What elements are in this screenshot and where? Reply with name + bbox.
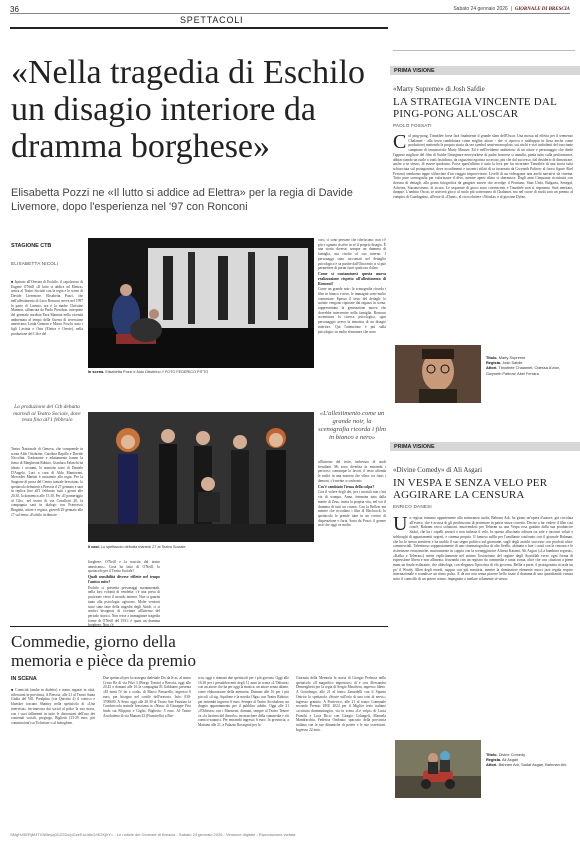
main-tag: STAGIONE CTB <box>11 243 52 249</box>
main-headline: «Nella tragedia di Eschilo un disagio interiore da dramma borghese» <box>11 54 366 165</box>
page-number: 36 <box>10 5 19 14</box>
section-rule <box>10 27 388 29</box>
caption-1: In scena. Elisabetta Pozzi e Aldo Ottobrino // FOTO FEDERICO PITTO <box>88 370 209 374</box>
divine-comedy-poster-art <box>395 740 481 798</box>
bottom-col1: ■ Comicità (anche in dialetto) e teatro ragazzi in città, riflessioni in provincia. A Brescia, alle 21 al Teatro Santa Giulia del Vill. Prealpino (via Quistini 4) il comico e bluesker toscano Shamzy nella spettacolo di «Una intervista» tra-tranvasa dai social al palco la sua storia, con i suoi fallimenti in tutte le distorsioni dell'uso dei contenuti sociali, progiogo, Biglietti (13-29 euro, più commissioni) su Ticketone o al botteghino. <box>11 688 95 725</box>
header-rule <box>10 13 570 14</box>
bottom-headline: Commedie, giorno della memoria e pièce da premio <box>11 632 197 670</box>
right-top-headline: LA STRATEGIA VINCENTE DAL PING-PONG ALL'OSCAR <box>393 96 557 120</box>
marty-poster-art <box>395 345 481 403</box>
pullquote-2: «L'allestimento come un grande noir, la scenografia ricorda i film in bianco e nero» <box>318 410 386 441</box>
caption-2: Il cast. Lo spettacolo debutta martedì 27 al Teatro Sociale <box>88 545 186 549</box>
cast-photo <box>88 412 314 542</box>
bottom-col4: Giornata della Memoria la storia di Giorgio Perlasca nello spettacolo «Il magnifico impostore» di e con Alessandro Demenghetti per la regia di Sergio Maschera, ingresso libero. A Gottolengo, alle 21 al teatro Zanardelli con il Sipario Onirico lo spettacolo «Storie sull'orlo di una crisi di nervi»; ingresso gratuito. A Pontevico, alle 21 al teatro Comunale secondo Premio UBU 2024 per il Miglior testo italiano «scrittura drammaturgica, via in scena «Le volpi» di Lucia Franchi e Luca Ricci con Giorgio Colangeli, Manuela Mandracchia, Federica Ombrato: spaccato della provincia italiana con le sue dinamiche di potere e le sue ossessioni. Ingresso 22 euro. <box>296 676 386 732</box>
pullquote-1: La produzione del Ctb debutta martedì al Teatro Sociale, dove resta fino all'1 febbraio <box>13 404 81 424</box>
page-footer: SMgHz5ERjM4TXNBeyq0GZ2Ds/pGzeEuUdhG/tK2KjhY= - Le notizie del Giornale di Brescia - Sabato 24 gennaio 2026 - Versione digitale - Riproduzione vietata <box>10 832 296 837</box>
date-text: Sabato 24 gennaio 2026 <box>453 6 508 12</box>
main-col1b: Teatro Nazionale di Genova, che comprende in scena Aldo Ottobrino, Carolina Rapillo e Davide Niccolini. Traduzione e adattamento hanno la firma di Margherita Rubino, Gianluca Falaschi ha ideato i costumi, le musiche sono di Daniele D'Angelo. Luci a cura di Aldo Mantovani, Mercedes Martini è assistente alla regia. Per la Stagione di prosa del Centro teatrale bresciano, lo spettacolo debutterà a Brescia il 27 gennaio e sarà in replica fino all'1 febbraio: tutti i giorni alle 20.30, la domenica alle 15.30. Per «Il pomeriggio al Ctb», nel teatro di via Cavallotti 20, la compagnia sarà in dialogo con Francesco Biagietti, attore e regista, giovedì 29 gennaio alle 17 sul tema: «Eschilo in dimore <box>11 447 83 517</box>
right-bottom-body: Un regista iraniano appartenente alla minoranza curda, Bahram Ark, ha girato un'opera d'autore, già circolata all'estero, che è accusa di gli proibiscono di proiettare in patria senza corretto. Decise a far vedere il film così com'è, Bahram cerca soluzioni, muovendosi per Teheran su una Vespa rosa guidata dalla sua produttrice Sadaf, che ha i capelli azzurri e non indossa il velo. In questo allucinato odissea tra sale e incontri voluti e sobborghi di appartamenti segreti, e cinema proprio. Il famoso sulfle per l'umiliante confronto con il giornale Bahman, che ha lo stesso mestiere e ha inalilo il suo segno politico sul giorname, sugli degli antichi successo con prodotti ultra-commerciali. Talentuoso sopparatamente di uno cinematografica di alto livello, abituata a fare i conti con la censura e le ristrettezze economiche, muovamente in coppia con la sceneggiatrice Alireza Katami, Ali Asgari («La bambina segreta», «Kafka a Teheran») mette esplicitamente nel mirino l'ostracismo del regime degli Ayatollah verso ogni forma di espressione libera e non allineata, frizzando con un registro da commedia e tanta ironia, oltre che con citazioni a piene mani un finale esilarante, che aldeologa, con eleganza l'ipocrisia di chi governa. Bellia a parte, il protagonista ricorda un po' il Woody Allen degli esordi, suppur con più mestizia, mentre la dominatore elemento nuovi jazz regala respiro internazionale e scandisce un ritmo pulso. E da noi non senza piacere bello risate il dramma di una quotidianità vissuta sotto il controllo di un potere ottuso, impegnato a tutelare solamente sé stesso. <box>393 513 573 582</box>
marty-poster <box>395 345 481 403</box>
bottom-col2: Due spettacoli per la rassegna dialettale Dis da lè as, al teatro Cristo Re di via Filzi 3 (Borgo Trento) a Brescia, oggi alle 20.45 e domani alle 16 la compagnia El Gabbiano presenta «El ment l'è fat a scala» di Marco Passarello, ingresso 6 euro, per bisogno nel cortile dell'oratorio. Info: 030-3700600. A Sesto oggi alle 20.30 al Teatro San Faustino la Combriccola teatrale bresciana in «Nina» di Giuseppe Frio lindo sui Filippini e Giglio. Biglietto: 5 euro. Al Teatro Arcobaleno di via Manara 23 (Fiumicello) a Bre- <box>103 676 192 718</box>
right-bottom-byline: ENRICO DANESI <box>393 504 432 509</box>
bottom-rule <box>10 626 388 627</box>
main-byline: ELISABETTA NICOLI <box>11 261 59 266</box>
right-divider-line <box>393 50 575 51</box>
main-col4-question: Cos'è cambiato l'tema della colpa? <box>318 484 375 489</box>
main-col3: coro, ci sono persone che riferiscono: non c'è più e ognuno risolve in sé il proprio disagio. È una storia diversa: sempre un dramma di famiglia, ma risolto al suo interno. I personaggi sono raccontati nel dettaglio psicologico e ca partire dall'Ottocento ci si può permettere di portar fuori qualcosa d'altro. Come si contaminerà questa nuova realizzazione rispetto all'allestimento di Ronconi? Come un grande noir: la scenografia ricorda i film in bianco e nero, le immagini sono molto contrastate. Spesso il testo del dettagli, le notizie vengono riportate dai ragazzi in scena: rappresentano la generazione nuova che dovrebbe intervenire nella famiglia. Ronconi accentuava la ricerca psicologica, ogni personaggio aveva la tematica di un disagio interiore. Qui l'attenzione è più sulla psicologia: su molte sfumature che sono <box>318 238 386 334</box>
right-top-body: Col ping-pong, Timothée forse farà finalmente il grande slam dell'Oscar. Una mossa ad effetto per il tremenso Chalamet - alla terza candidatura come miglior attore - che ci riprova e raddoppia in lizza anche come produttore) mettendo la propria storia da sex symbol semi-monocplato, sui rischi e vizi turbolenti del tracciante campione di tennistavolo Marty Mauser. Ed è nell'evidente ambizioso di un attore e personaggio che diede l'appeso migliore del film di Safdie l'insegnare neuvyorkese di padre francese si annulla, punta tutto sulla performance, abbracciando un ruolo a tratti fastidioso, da ragazzino egotista accecato, più che dal successo, dal desiderio di dimostrare, anche a se stesso, di essere qualcuno. Forse quest'ultima è stata la leva per far incarnare Timothée di una storia tutta schiacciata sul protagonista, dove accadimenti e incontri stilati di ra incarnata da Gwyneth Paltrow al fuoco figure Abel Ferrara) sembrano tappe sfilacciate d'un viaggio improvvisato. Livelli di un videogame non anchi narrativi da cinema. Tutto pure scenografia per valorizzare il divo, mentre aperti rilmo si sbermisce. Dagli anni Cinquanta ricostruiti con dovizia di dettagli, alla grana fotografica da gangster movie che avvolge il Perniano, Stati Uniti, Bulgaria, Senegal, Acherea, Stacanovismo, di sicuro. Le sequenze di gioco sono convincenti e Timothée non si risparmia. Sarà meritato, dunque. L'ambito Oscar, se arriverà gioco al ruolo più sotterranea di Chalamet, ma nel cuore di molti sarà un premio al vampiro di Guadagnino, all'eroe di «Dune», al cioccolatiere «Wonka» o al giovane Dylan. <box>393 131 573 200</box>
divine-comedy-poster <box>395 740 481 798</box>
section-title: SPETTACOLI <box>180 15 244 25</box>
right-top-byline: PAOLO FOSSATI <box>393 123 432 128</box>
bottom-col3: scia, oggi e domani due spettacoli per i più giovani. Oggi alle 16.30 per i preadolescenti degli 11 anni in scena «L'Odissea» con un attore che ha per oggi la musica: un attore senza ultimo, come elaborazione della memoria. Domani alle 16 per i più piccoli «il sig. Aquilone e la nuvola Olga» con Teatro Ridotto; per entrambi ingresso 6 euro. Sempre al Teatro Arcobaleno, un doppio appuntamento per il pubblico adulto. Oggi alle 21 «l'Odissea» con i Maestrini; domani, sempre al Teatro Tenore va «la lacrima del diavolo» tra maschere della commedia e riti comico-satanici. Per entrambi ingresso 6 euro. In provincia, a Mairano alle 21, a Palazzo Rossignol per la <box>198 676 289 728</box>
right-top-kicker: «Marty Supreme» di Josh Safdie <box>393 85 485 93</box>
stage-photo-art <box>88 238 314 368</box>
header-date: Sabato 24 gennaio 2026 | GIORNALE DI BRESCIA <box>453 6 570 12</box>
main-col2: borghese. O'Neill e la nascita del teatro americano». Cosa ha fatto di O'Neill, lo spettacolo per il Teatro Sociale? Quali sensibilità diverse riflette nel tempo l'antico mito? Eschilo ci presenta personaggi monumentali, nella loro volontà di vendetta: c'è una presa di posizione verso il mondo interno. Non si guarda tanto alla psicologia: agiscono. Molte versioni sono state fatte della tragedia degli Atridi, ci si sentivi bisognosi di ricettare all'interno del periodo storico. Non tesse a immaginare tragedia forme di O'Neill del 1931: è quasi un dramma <box>88 560 160 623</box>
right-bottom-kicker: «Divine Comedy» di Ali Asgari <box>393 466 483 474</box>
paper-name: GIORNALE DI BRESCIA <box>514 7 570 12</box>
dropcap-u: U <box>393 513 408 535</box>
main-col2-question: Quali sensibilità diverse riflette nel tempo l'antico mito? <box>88 575 160 584</box>
main-col3-question: Come si contaminerà questa nuova realizzazione rispetto all'allestimento di Ronconi? <box>318 272 386 286</box>
dropcap-c: C <box>393 131 407 153</box>
cast-photo-art <box>88 412 314 542</box>
main-col1: ■ Ispirato all'Orestea di Eschilo, il capolavoro di Eugene O'Neill «Il lutto si addice ad Elettra» arriva al Teatro Sociale con la regia e le scene di Davide Livermore. Elisabetta Pozzi, che nell'allestimento di Luca Ronconi aveva nel 1997 la parte di Lavinia, ora è la madre Christine Mannon, affiancata da Paolo Pierobon, interprete del generale nordista Ezra Mannon nella vicenda ambientata al tempo della Guerra di secessione americana; Linda Gennari e Marco Foschi sono i figli Lavinia e Orin (Elettra e Oreste), nella produzione del Ctb e del <box>11 280 83 336</box>
bottom-tag: IN SCENA <box>11 676 37 682</box>
right-bottom-headline: IN VESPA E SENZA VELO PER AGGIRARE LA CENSURA <box>393 477 548 501</box>
right-bottom-tag: PRIMA VISIONE <box>390 442 580 451</box>
stage-photo <box>88 238 314 368</box>
right-top-tag: PRIMA VISIONE <box>390 66 580 75</box>
right-top-card: Titolo. Marty Supreme Regista. Josh Safdie Attori. Timothée Chalamet, Odessa A'zion, Gwyneth Paltrow, Abel Ferrara <box>486 355 561 376</box>
right-bottom-card: Titolo. Divine Comedy Regista. Ali Asgari Attori. Bahram Ark, Sadaf Asgari, Bahman Ark <box>486 752 567 768</box>
main-deck: Elisabetta Pozzi ne «Il lutto si addice ad Elettra» per la regia di Davide Livemore, dopo l'esperienza nel '97 con Ronconi <box>11 187 353 213</box>
main-col4: all'interno del testo, imbevuto di studi freudiani. Mi sono divertita in entrambi i percorsi: comunque lo lavori, il testo affonda le radici in una materia che vibra: tra fuori i demoni, c'è mente a confronto. Cos'è cambiato l'tema della colpa? Con il volere degli dei, per i mortali non c'era via di scampo. Anna, femmina nata dalla mente di Zeus, invita la propria vita, nel voi il dramma di tutti un cosmo. Con la Bellosi ma mentre che ricordano i film di Hitchcock, lo spettacolo lo prende tutte in un vortice di disperazione e furia. Sono da Pozzi: il genere noir che oggi va molto. <box>318 460 386 528</box>
